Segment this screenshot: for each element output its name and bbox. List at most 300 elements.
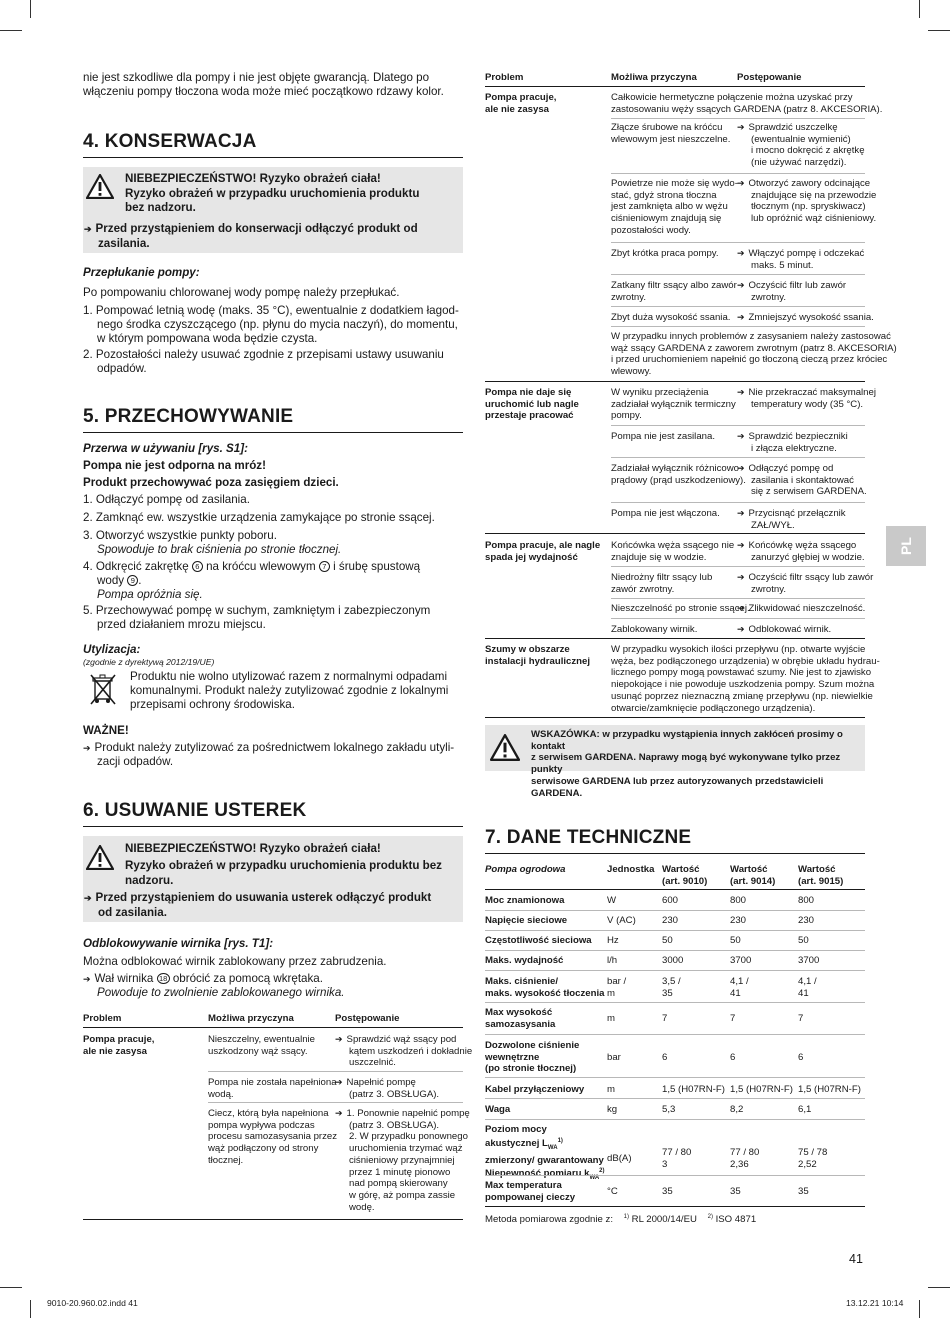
warning-text: Ryzyko obrażeń w przypadku uruchomienia produktu bez	[125, 859, 442, 872]
cell-line: 4,1 /	[798, 976, 817, 987]
cell-line: ➔ Napełnić pompę	[335, 1077, 439, 1089]
spec-unit: kg	[607, 1104, 618, 1115]
cell-line: 41	[730, 987, 741, 999]
cell-line: 3	[662, 1158, 668, 1170]
table-cell-cause	[611, 572, 712, 595]
spec-value: 7	[798, 1013, 804, 1024]
cell-line: wlewowym jest nieszczelne.	[611, 133, 731, 145]
cell-line: uruchomienia trzymać wąż	[349, 1143, 463, 1155]
spec-unit: Hz	[607, 935, 619, 946]
warning-box	[83, 836, 463, 922]
spec-unit: dB(A)	[607, 1153, 632, 1164]
warning-action: ➔ Przed przystąpieniem do usuwania usterek odłączyć produkt	[84, 891, 431, 905]
row-divider	[611, 274, 865, 275]
cell-line: Pompa pracuje, ale nagle	[485, 540, 601, 551]
text: ISO 4871	[712, 1214, 757, 1226]
table-cell-action	[737, 508, 846, 531]
subscript: WA	[589, 1175, 600, 1182]
list-item	[83, 304, 463, 347]
cell-line: pompa wypływa podczas	[208, 1119, 315, 1131]
table-cell-action	[737, 572, 873, 595]
table-cell-cause: Zbyt krótka praca pompy.	[611, 248, 719, 259]
table-header: Możliwa przyczyna	[208, 1013, 294, 1024]
cell-line: Szumy w obszarze	[485, 644, 570, 655]
cell-line: bar /	[607, 976, 627, 987]
table-cell-cause	[208, 1034, 315, 1057]
cell-line: maks. wysokość tłoczenia	[485, 987, 605, 999]
cell-line: węża, bez podłączonego urządzenia) w obrębie układu hydrau-	[611, 655, 880, 667]
cell-line: ciśnieniowym znajdują się	[611, 213, 722, 225]
table-cell-cause	[611, 387, 736, 422]
crop-mark	[928, 30, 950, 31]
cell-line: ZAŁ/WYŁ.	[751, 519, 795, 531]
cell-line: Złącze śrubowe na króćcu	[611, 122, 723, 133]
text: 4. Odkręcić zakrętkę	[83, 560, 192, 573]
table-bottom-rule	[83, 1219, 463, 1220]
cell-line: zmierzony/ gwarantowany	[485, 1154, 604, 1166]
row-divider	[611, 242, 865, 243]
table-header: Problem	[485, 72, 524, 83]
cell-line: zasilania i skontaktować	[751, 474, 854, 486]
cell-line: 4,1 /	[730, 976, 749, 987]
subheading-disposal: Utylizacja:	[83, 643, 141, 656]
spec-value: 230	[798, 915, 815, 926]
cell-line: i złącza elektryczne.	[751, 442, 837, 454]
hint-text	[531, 729, 865, 799]
spec-name: Moc znamionowa	[485, 895, 565, 906]
footnote-mark: 2)	[599, 1168, 605, 1175]
row-divider	[485, 950, 865, 951]
table-cell-action	[737, 178, 876, 225]
cell-line: 35	[662, 987, 673, 999]
cell-line: zwrotny.	[751, 583, 787, 595]
group-divider	[485, 638, 865, 639]
spec-value: 3700	[798, 955, 820, 966]
list-item	[83, 348, 463, 376]
spec-value: 1,5 (H07RN-F)	[662, 1084, 725, 1095]
text: RL 2000/14/EU	[629, 1214, 697, 1226]
crop-mark	[30, 0, 31, 18]
cell-line: ➔ Oczyścić filtr lub zawór	[737, 280, 846, 292]
cell-line: ➔ Sprawdzić wąż ssący pod	[335, 1034, 472, 1046]
table-cell-note	[611, 644, 880, 714]
table-header: Postępowanie	[737, 72, 802, 83]
cell-line: 41	[798, 987, 809, 999]
callout-number: 18	[157, 973, 170, 984]
row-divider	[611, 598, 865, 599]
crop-mark	[30, 1300, 31, 1318]
spec-value: 7	[662, 1013, 668, 1024]
cell-line: Zadziałał wyłącznik różnicowo-	[611, 463, 743, 474]
table-bottom-rule	[485, 717, 865, 718]
subscript: WA	[547, 1144, 558, 1151]
cell-line: ciśnieniowy przynajmniej	[349, 1154, 455, 1166]
cell-line: i mocno dokręcić z akrętkę	[751, 145, 865, 157]
cell-line: ale nie zasysa	[485, 103, 550, 115]
cell-line: W przypadku wysokich ilości przepływu (np. otwarte wyjście	[611, 644, 866, 655]
warning-triangle-icon	[490, 734, 520, 761]
spec-value: 6,1	[798, 1104, 812, 1115]
table-cell-cause	[208, 1108, 337, 1167]
table-header: Problem	[83, 1013, 122, 1024]
cell-line: zawór zwrotny.	[611, 583, 675, 595]
text: .	[138, 574, 142, 588]
crossed-bin-icon	[88, 672, 118, 706]
action-item	[83, 972, 463, 1000]
crop-mark	[0, 30, 22, 31]
cell-line: zwrotny.	[611, 291, 647, 303]
cell-line: zwrotny.	[751, 291, 787, 303]
group-divider	[485, 381, 865, 382]
spec-name	[485, 1007, 555, 1030]
cell-line: 2,52	[798, 1158, 817, 1170]
cell-line: Wartość	[798, 864, 836, 875]
row-divider	[485, 930, 865, 931]
table-cell-cause	[611, 280, 737, 303]
table-cell-action	[737, 540, 865, 563]
table-cell-problem	[83, 1034, 154, 1057]
text: Metoda pomiarowa zgodnie z:	[485, 1214, 613, 1226]
cell-line: przestaje pracować	[485, 410, 574, 422]
callout-number: 7	[319, 561, 330, 572]
cell-line: temperatury wody (35 °C).	[751, 398, 864, 410]
cell-line: znajdujące się na przewodzie	[751, 189, 877, 201]
table-cell-cause: Zbyt duża wysokość ssania.	[611, 312, 731, 323]
warning-action: od zasilania.	[98, 905, 167, 919]
table-cell-cause: Nieszczelność po stronie ssącej.	[611, 603, 750, 614]
spec-value: 50	[662, 935, 673, 946]
row-divider	[485, 1077, 865, 1078]
cell-line: 2,36	[730, 1158, 749, 1170]
language-tab	[886, 526, 926, 566]
text-line: odpadów.	[97, 362, 147, 376]
cell-line: samozasysania	[485, 1018, 556, 1030]
row-divider	[611, 502, 865, 503]
spec-value	[662, 1147, 691, 1170]
table-cell-cause	[611, 540, 734, 563]
cell-line: Max temperatura	[485, 1180, 562, 1191]
crop-mark	[0, 1287, 22, 1288]
cell-line: WSKAZÓWKA: w przypadku wystąpienia innych zakłóceń prosimy o kontakt	[531, 729, 843, 752]
cell-line: Końcówka węża ssącego nie	[611, 540, 735, 551]
cell-line: stać, gdyż strona tłoczna	[611, 189, 717, 201]
spec-value: 800	[730, 895, 747, 906]
spec-value: 800	[798, 895, 815, 906]
text-line: nego środka czyszczącego (np. płynu do mycia naczyń), do momentu,	[97, 318, 458, 332]
cell-line: wlewowy.	[611, 366, 652, 378]
cell-line: zastosowaniu węży ssących GARDENA (patrz 8. AKCESORIA).	[611, 103, 883, 115]
file-slug: 9010-20.960.02.indd 41	[47, 1298, 138, 1308]
row-divider	[208, 1071, 463, 1072]
row-divider	[611, 566, 865, 567]
cell-line: wąż ssący GARDENA z zaworem zwrotnym (patrz 8. AKCESORIA)	[611, 342, 897, 354]
spec-value: 3700	[730, 955, 752, 966]
warning-action: ➔ Przed przystąpieniem do konserwacji odłączyć produkt od	[84, 222, 418, 236]
table-cell-action: ➔ Odblokować wirnik.	[737, 624, 831, 636]
table-cell-action	[335, 1108, 470, 1213]
row-divider	[611, 425, 865, 426]
row-divider	[485, 1034, 865, 1035]
action-result: Powoduje to zwolnienie zablokowanego wirnika.	[97, 986, 345, 1000]
spec-value: 230	[662, 915, 679, 926]
cell-line: (ewentualnie wymienić)	[751, 133, 851, 145]
row-divider	[485, 970, 865, 971]
print-date: 13.12.21 10:14	[846, 1298, 904, 1308]
cell-line: ➔ Otworzyć zawory odcinające	[737, 178, 876, 190]
cell-line: (po stronie tłocznej)	[485, 1063, 577, 1075]
cell-line: (patrz 3. OBSŁUGA).	[349, 1088, 440, 1100]
table-header	[662, 864, 707, 887]
cell-line: nad pompą skierowany	[349, 1178, 448, 1190]
cell-line: Niedrożny filtr ssący lub	[611, 572, 713, 583]
cell-line: m	[607, 987, 615, 999]
cell-line: procesu samozasysania przez	[208, 1131, 338, 1143]
cell-line: znajduje się w wodzie.	[611, 551, 707, 563]
table-header: Jednostka	[607, 864, 655, 875]
list-item-result: Spowoduje to brak ciśnienia po stronie tłocznej.	[97, 543, 342, 556]
cell-line: ➔ Sprawdzić uszczelkę	[737, 122, 865, 134]
table-cell-cause	[611, 463, 746, 486]
text: na króćcu wlewowym	[202, 560, 319, 573]
warning-heading: NIEBEZPIECZEŃSTWO! Ryzyko obrażeń ciała!	[125, 172, 381, 185]
cell-line: pompy.	[611, 410, 642, 422]
spec-value: 6	[798, 1052, 804, 1063]
warning-text: Ryzyko obrażeń w przypadku uruchomienia produktu	[125, 186, 420, 200]
text-line: ➔ Produkt należy zutylizować za pośrednictwem lokalnego zakładu utyli-	[83, 741, 463, 755]
spec-unit: l/h	[607, 955, 618, 966]
page-number: 41	[849, 1252, 863, 1266]
spec-value: 1,5 (H07RN-F)	[730, 1084, 793, 1095]
cell-line: (art. 9010)	[662, 875, 708, 887]
cell-line: usunąć poprzez nieznaczną zmianę przepływu (np. niewielkie	[611, 690, 873, 702]
cell-line: ➔ Włączyć pompę i odczekać	[737, 248, 864, 260]
warning-text: bez nadzoru.	[125, 201, 196, 214]
row-divider	[611, 173, 865, 174]
table-cell-note	[611, 92, 882, 115]
spec-name: Częstotliwość sieciowa	[485, 935, 592, 946]
row-divider	[611, 118, 865, 119]
table-cell-action	[737, 463, 867, 498]
table-cell-cause: Pompa nie jest włączona.	[611, 508, 720, 519]
spec-name	[485, 1040, 579, 1075]
cell-line: Ciecz, którą była napełniona	[208, 1108, 329, 1119]
table-cell-action: ➔ Zmniejszyć wysokość ssania.	[737, 312, 874, 324]
cell-line: (patrz 3. OBSŁUGA).	[349, 1119, 440, 1131]
table-header	[798, 864, 843, 887]
cell-line: maks. 5 minut.	[751, 259, 814, 271]
spec-value: 35	[798, 1186, 809, 1197]
table-cell-cause: Pompa nie jest zasilana.	[611, 431, 715, 442]
table-cell-cause	[611, 178, 738, 237]
text-line: zacji odpadów.	[97, 755, 174, 769]
subheading-storage: Przerwa w używaniu [rys. S1]:	[83, 442, 248, 455]
cell-line: tłocznym (np. spryskiwacz)	[751, 201, 866, 213]
crop-mark	[928, 1287, 950, 1288]
cell-line: się z serwisem GARDENA.	[751, 486, 867, 498]
cell-line: Maks. ciśnienie/	[485, 976, 559, 987]
text-line: włączeniu pompy tłoczona woda może mieć początkowo rdzawy kolor.	[83, 85, 444, 99]
cell-line: W przypadku innych problemów z zasysaniem należy zastosować	[611, 331, 891, 342]
cell-line: 77 / 80	[730, 1147, 760, 1158]
callout-number: 9	[127, 575, 138, 586]
cell-line: tłocznej.	[208, 1154, 244, 1166]
spec-value	[798, 976, 817, 999]
subheading-rinse: Przepłukanie pompy:	[83, 266, 200, 279]
hint-box	[485, 725, 865, 799]
cell-line: niepokojące i nie powoduje uszkodzenia pompy. Szum można	[611, 679, 875, 691]
spec-value: 8,2	[730, 1104, 744, 1115]
group-divider	[485, 533, 865, 534]
section-5-title: 5. PRZECHOWYWANIE	[83, 406, 463, 433]
cell-line: ➔ Sprawdzić bezpieczniki	[737, 431, 848, 443]
cell-line: wodą.	[208, 1088, 234, 1100]
row-divider	[485, 1098, 865, 1099]
cell-line: uszkodzony wąż ssący.	[208, 1045, 308, 1057]
footnote-mark: 1)	[557, 1137, 563, 1144]
spec-unit: m	[607, 1084, 615, 1095]
cell-line: z serwisem GARDENA. Naprawy mogą być wykonywane tylko przez punkty	[531, 752, 841, 776]
spec-name: Kabel przyłączeniowy	[485, 1084, 585, 1095]
text: akustycznej L	[485, 1137, 548, 1149]
language-tab-label: PL	[898, 537, 914, 555]
cell-line: 3,5 /	[662, 976, 681, 987]
cell-line: Wartość	[662, 864, 700, 875]
bold-note: Produkt przechowywać poza zasięgiem dzieci.	[83, 476, 339, 489]
spec-name: Maks. wydajność	[485, 955, 564, 966]
cell-line: (nie używać narzędzi).	[751, 157, 847, 169]
spec-value	[730, 976, 749, 999]
table-cell-action	[737, 280, 846, 303]
table-cell-action	[737, 122, 865, 169]
spec-value	[798, 1147, 827, 1170]
cell-line: w górę, aż pompa zassie	[349, 1189, 456, 1201]
cell-line: serwisowe GARDENA lub przez autoryzowanych przedstawicieli GARDENA.	[531, 775, 824, 799]
cell-line: licznego pompy mogą powstawać szumy. Nie jest to zjawisko	[611, 667, 872, 679]
cell-line: i przed uruchomieniem napełnić go tłoczoną cieczą przez króciec	[611, 354, 888, 366]
list-item	[83, 604, 463, 632]
section-6-title: 6. USUWANIE USTEREK	[83, 800, 463, 827]
spec-value: 3000	[662, 955, 684, 966]
text-line: przed działaniem mrozu miejscu.	[97, 618, 266, 632]
cell-line: Wartość	[730, 864, 768, 875]
measurement-footnote	[485, 1212, 756, 1226]
spec-name: Waga	[485, 1104, 511, 1115]
table-cell-problem	[485, 644, 590, 667]
cell-line: wodę.	[349, 1201, 375, 1213]
cell-line: (art. 9015)	[798, 875, 844, 887]
cell-line: Pompa pracuje,	[485, 92, 557, 103]
table-cell-action: ➔ Zlikwidować nieszczelność.	[737, 603, 865, 615]
spec-value: 7	[730, 1013, 736, 1024]
cell-line: wąż podłączony od strony	[208, 1143, 319, 1155]
spec-value: 35	[730, 1186, 741, 1197]
table-cell-problem	[485, 540, 600, 563]
spec-value: 35	[662, 1186, 673, 1197]
spec-value: 5,3	[662, 1104, 676, 1115]
callout-number: 6	[192, 561, 203, 572]
spec-name	[485, 976, 604, 999]
crop-mark	[919, 0, 920, 18]
cell-line: Dozwolone ciśnienie	[485, 1040, 580, 1051]
spec-value: 6	[730, 1052, 736, 1063]
cell-line: Powietrze nie może się wydo-	[611, 178, 738, 189]
row-divider	[485, 910, 865, 911]
disposal-text	[130, 670, 465, 713]
text: i śrubę spustową	[329, 560, 421, 573]
table-cell-cause	[611, 122, 730, 145]
text-line: 1. Pompować letnią wodę (maks. 35 °C), ewentualnie z dodatkiem łagod-	[83, 304, 459, 317]
cell-line: przez 1 minutę pionowo	[349, 1166, 451, 1178]
list-item: 1. Odłączyć pompę od zasilania.	[83, 493, 250, 506]
row-divider	[485, 1175, 865, 1176]
cell-line: Pompa nie została napełniona	[208, 1077, 337, 1088]
cell-line: uszczelnić.	[349, 1057, 396, 1069]
row-divider	[485, 1119, 865, 1120]
row-divider	[208, 1102, 463, 1103]
table-cell-action	[737, 387, 876, 410]
spec-unit	[607, 976, 626, 999]
cell-line: ➔ Przycisnąć przełącznik	[737, 508, 846, 520]
bold-note: Pompa nie jest odporna na mróz!	[83, 459, 266, 472]
cell-line: Max wysokość	[485, 1007, 553, 1018]
section-7-title: 7. DANE TECHNICZNE	[485, 827, 865, 854]
table-cell-problem	[485, 92, 556, 115]
cell-line: Całkowicie hermetyczne połączenie można uzyskać przy	[611, 92, 853, 103]
row-divider	[611, 618, 865, 619]
table-divider	[485, 86, 865, 87]
spec-value: 600	[662, 895, 679, 906]
text: Wał wirnika	[94, 972, 157, 985]
subheading-unblock: Odblokowywanie wirnika [rys. T1]:	[83, 937, 274, 950]
cell-line: 77 / 80	[662, 1147, 692, 1158]
spec-value	[730, 1147, 759, 1170]
cell-line: Pompa pracuje,	[83, 1034, 155, 1045]
text-line: 5. Przechowywać pompę w suchym, zamkniętym i zabezpieczonym	[83, 604, 431, 617]
text-line: 2. Pozostałości należy usuwać zgodnie z przepisami ustawy usuwaniu	[83, 348, 444, 361]
cell-line: Pompa nie daje się	[485, 387, 572, 398]
text: wody	[97, 574, 128, 588]
cell-line: zanurzyć głębiej w wodzie.	[751, 551, 865, 563]
table-cell-action	[335, 1077, 439, 1100]
cell-line: ➔ 1. Ponownie napełnić pompę	[335, 1108, 470, 1120]
table-divider	[83, 1027, 463, 1028]
table-cell-cause	[208, 1077, 337, 1100]
cell-line: ale nie zasysa	[83, 1045, 148, 1057]
directive-note: (zgodnie z dyrektywą 2012/19/UE)	[83, 657, 215, 667]
cell-line: (art. 9014)	[730, 875, 776, 887]
cell-line: kątem uszkodzeń i dokładnie	[349, 1045, 473, 1057]
cell-line: Zatkany filtr ssący albo zawór	[611, 280, 737, 291]
cell-line: otwarcie/zamknięcie podłączonego urządzenia).	[611, 702, 816, 714]
cell-line: ➔ Nie przekraczać maksymalnej	[737, 387, 876, 399]
list-item	[83, 560, 463, 603]
crop-mark	[919, 1300, 920, 1318]
footnote-mark: 1)	[623, 1214, 630, 1220]
paragraph: Po pompowaniu chlorowanej wody pompę należy przepłukać.	[83, 286, 400, 299]
list-item: 2. Zamknąć ew. wszystkie urządzenia zamykające po stronie ssącej.	[83, 511, 435, 524]
table-header: Postępowanie	[335, 1013, 400, 1024]
cell-line: ➔ Oczyścić filtr ssący lub zawór	[737, 572, 873, 584]
warning-heading: NIEBEZPIECZEŃSTWO! Ryzyko obrażeń ciała!	[125, 842, 381, 855]
section-4-title: 4. KONSERWACJA	[83, 131, 463, 158]
spec-value: 50	[798, 935, 809, 946]
cell-line: 2. W przypadku ponownego	[349, 1131, 468, 1143]
row-divider	[611, 326, 865, 327]
warning-triangle-icon	[86, 845, 114, 870]
table-cell-action	[335, 1034, 472, 1069]
cell-line: jest zamknięta albo w wężu	[611, 201, 728, 213]
intro-text	[83, 71, 463, 99]
